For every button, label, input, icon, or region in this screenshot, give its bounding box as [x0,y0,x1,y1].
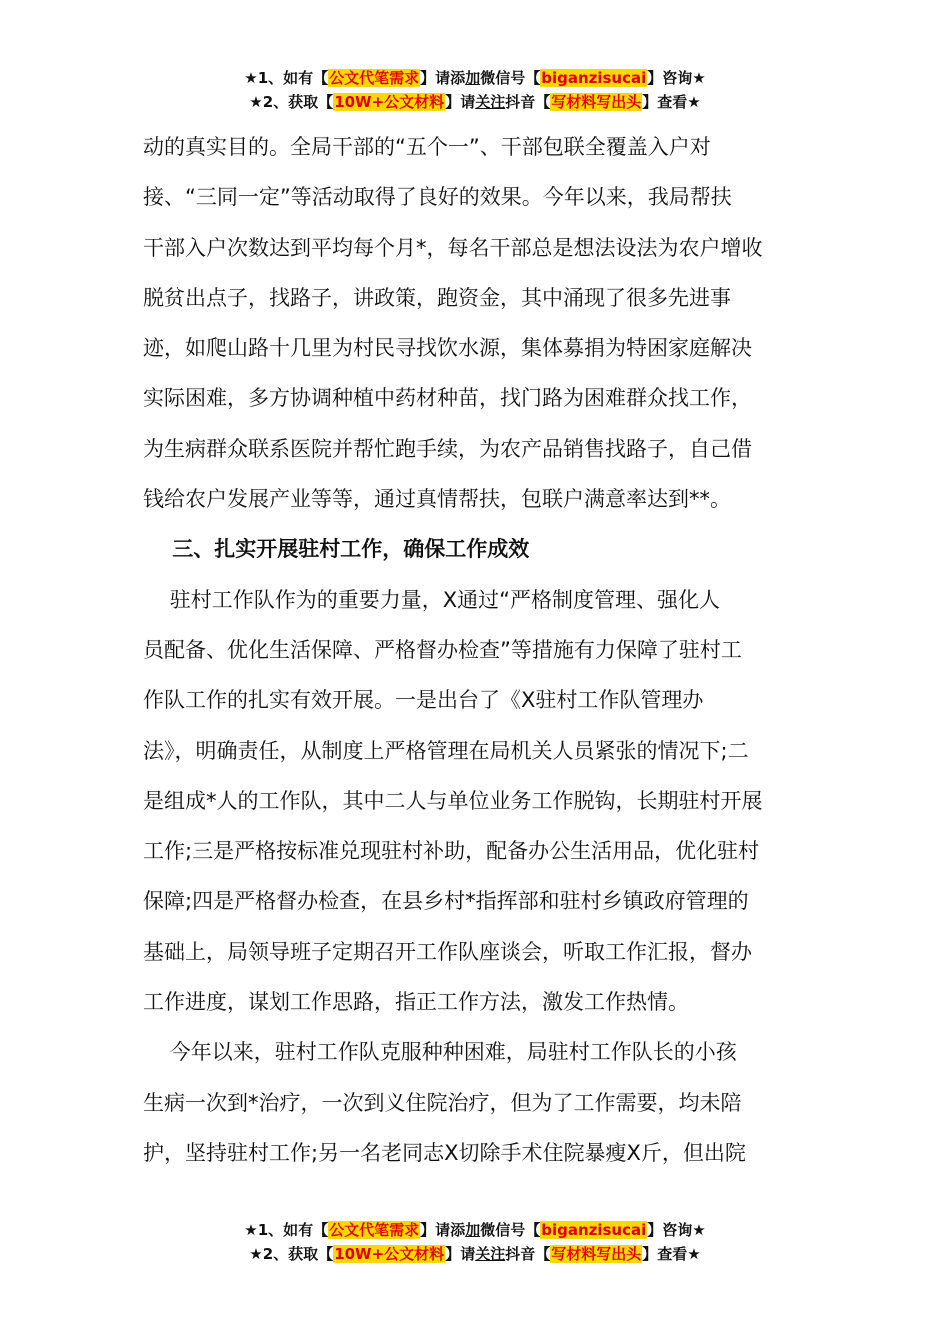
highlight-materials: 10W+公文材料 [334,1245,445,1263]
text-line: 是组成*人的工作队，其中二人与单位业务工作脱钩，长期驻村开展 [143,788,763,813]
text-line: 驻村工作队作为的重要力量，X通过“严格制度管理、强化人 [143,587,720,612]
highlight-service: 公文代笔需求 [329,69,420,87]
text-line: 实际困难，多方协调种植中药材种苗，找门路为困难群众找工作， [143,386,752,411]
document-body [143,122,808,1178]
text-line: 工作;三是严格按标准兑现驻村补助，配备办公生活用品，优化驻村 [143,839,760,864]
banner-text: 】查看★ [642,1245,701,1263]
banner-line-1 [0,66,950,90]
highlight-wechat-id: biganzisucai [541,69,647,87]
banner-text: 】请添 [420,1221,466,1239]
banner-text: ★1、如有【 [244,1221,329,1239]
highlight-douyin-account: 写材料写出头 [551,1245,642,1263]
text-line: 接、“三同一定”等活动取得了良好的效果。今年以来，我局帮扶 [143,185,732,210]
text-line: 为生病群众联系医院并帮忙跑手续，为农产品销售找路子，自己借 [143,436,752,461]
banner-line-2 [0,1242,950,1266]
banner-line-2 [0,90,950,114]
banner-text: 微信号【 [480,69,541,87]
section-heading: 三、扎实开展驻村工作，确保工作成效 [143,537,530,562]
banner-text: ★1、如有【 [244,69,329,87]
banner-underlined: 加 [465,1221,481,1239]
text-line: 今年以来，驻村工作队克服种种困难，局驻村工作队长的小孩 [143,1040,737,1065]
banner-text: 抖音【 [505,93,551,111]
banner-text: 】咨询★ [647,1221,706,1239]
text-line: 迹，如爬山路十几里为村民寻找饮水源，集体募捐为特困家庭解决 [143,336,752,361]
text-line: 员配备、优化生活保障、严格督办检查”等措施有力保障了驻村工 [143,637,742,662]
banner-text: 微信号【 [480,1221,541,1239]
text-line: 生病一次到*治疗，一次到义住院治疗，但为了工作需要，均未陪 [143,1090,742,1115]
header-banner [0,66,950,114]
banner-text: ★2、获取【 [249,93,334,111]
text-line: 干部入户次数达到平均每个月*，每名干部总是想法设法为农户增收 [143,235,763,260]
highlight-douyin-account: 写材料写出头 [551,93,642,111]
banner-text: 】请添 [420,69,466,87]
banner-text: ★2、获取【 [249,1245,334,1263]
banner-line-1 [0,1218,950,1242]
banner-underlined: 关注 [475,1245,506,1263]
banner-text: 】请 [445,1245,476,1263]
footer-banner [0,1218,950,1266]
text-line: 保障;四是严格督办检查，在县乡村*指挥部和驻村乡镇政府管理的 [143,889,749,914]
text-line: 动的真实目的。全局干部的“五个一”、干部包联全覆盖入户对 [143,135,711,159]
highlight-wechat-id: biganzisucai [541,1221,647,1239]
text-line: 基础上，局领导班子定期召开工作队座谈会，听取工作汇报，督办 [143,939,752,964]
banner-underlined: 加 [465,69,481,87]
banner-text: 】咨询★ [647,69,706,87]
banner-underlined: 关注 [475,93,506,111]
text-line: 法》，明确责任，从制度上严格管理在局机关人员紧张的情况下;二 [143,738,749,763]
text-line: 护，坚持驻村工作;另一名老同志X切除手术住院暴瘦X斤，但出院 [143,1140,746,1165]
text-line: 钱给农户发展产业等等，通过真情帮扶，包联户满意率达到**。 [143,487,731,512]
text-line: 脱贫出点子，找路子，讲政策，跑资金，其中涌现了很多先进事 [143,285,731,310]
text-line: 作队工作的扎实有效开展。一是出台了《X驻村工作队管理办 [143,688,704,713]
text-line: 工作进度，谋划工作思路，指正工作方法，激发工作热情。 [143,990,689,1015]
banner-text: 】查看★ [642,93,701,111]
highlight-service: 公文代笔需求 [329,1221,420,1239]
highlight-materials: 10W+公文材料 [334,93,445,111]
banner-text: 】请 [445,93,476,111]
banner-text: 抖音【 [505,1245,551,1263]
